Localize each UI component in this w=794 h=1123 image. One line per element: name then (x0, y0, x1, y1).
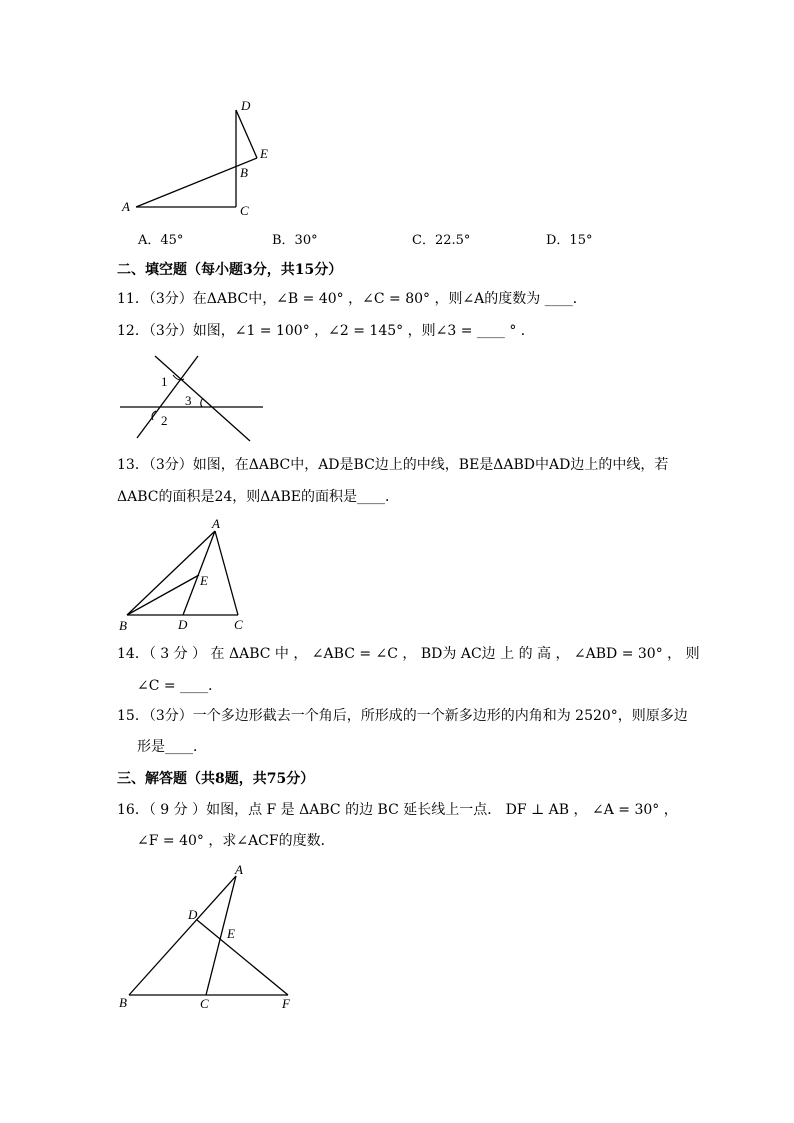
question-11: 11．（3分）在ΔABC中，∠B = 40° ，∠C = 80° ，则∠A的度数为 ____． (117, 291, 587, 307)
fig10-label-B: B (240, 165, 248, 180)
fig10-label-D: D (241, 98, 251, 113)
question-13-line-2: ΔABC的面积是24，则ΔABE的面积是____． (117, 489, 400, 505)
fig12-label-3: 3 (185, 393, 192, 408)
fig13-label-D: D (178, 617, 188, 632)
question-15-line-2: 形是____． (137, 739, 207, 755)
fig13-label-E: E (200, 573, 208, 588)
question-16-line-2: ∠F = 40° ，求∠ACF的度数． (137, 833, 335, 849)
fig10-label-C: C (240, 203, 249, 218)
fig16-label-B: B (119, 995, 127, 1010)
fig16-label-A: A (235, 862, 243, 877)
fig16-label-C: C (200, 996, 209, 1011)
fig10-label-E: E (260, 146, 268, 161)
fig16-label-F: F (282, 996, 290, 1011)
fig10-label-A: A (122, 199, 130, 214)
choice-d: D．15° (546, 233, 593, 248)
fig13-label-C: C (234, 617, 243, 632)
fig12-label-2: 2 (161, 413, 168, 428)
section3-title: 三、解答题（共8题，共75分） (117, 771, 315, 787)
question-14-line-1: 14．（ 3 分 ） 在 ΔABC 中 ， ∠ABC = ∠C ， BD为 AC边 上 的 高 ， ∠ABD = 30° ， 则 (117, 646, 700, 662)
question-14-line-2: ∠C = ____． (137, 678, 223, 694)
fig16-label-E: E (227, 926, 235, 941)
choice-a: A．45° (138, 233, 184, 248)
question-15-line-1: 15．（3分）一个多边形截去一个角后，所形成的一个新多边形的内角和为 2520°，则原多边 (117, 708, 688, 724)
fig12-label-1: 1 (161, 374, 168, 389)
choice-b: B．30° (272, 233, 318, 248)
section2-title: 二、填空题（每小题3分，共15分） (117, 262, 343, 278)
fig16-line-DF (197, 920, 288, 995)
question-13-line-1: 13．（3分）如图，在ΔABC中，AD是BC边上的中线，BE是ΔABD中AD边上的中线，若 (117, 457, 669, 473)
fig13-label-A: A (212, 516, 220, 531)
fig16-label-D: D (188, 907, 198, 922)
question-12: 12．（3分）如图，∠1 = 100° ，∠2 = 145° ，则∠3 = ____ ° ． (117, 323, 535, 339)
question-16-line-1: 16．（ 9 分 ）如图，点 F 是 ΔABC 的边 BC 延长线上一点． DF ⊥ AB ， ∠A = 30° ， (117, 802, 678, 818)
choice-c: C．22.5° (412, 233, 471, 248)
fig13-label-B: B (119, 618, 127, 633)
fig16-side-AB (129, 876, 236, 995)
